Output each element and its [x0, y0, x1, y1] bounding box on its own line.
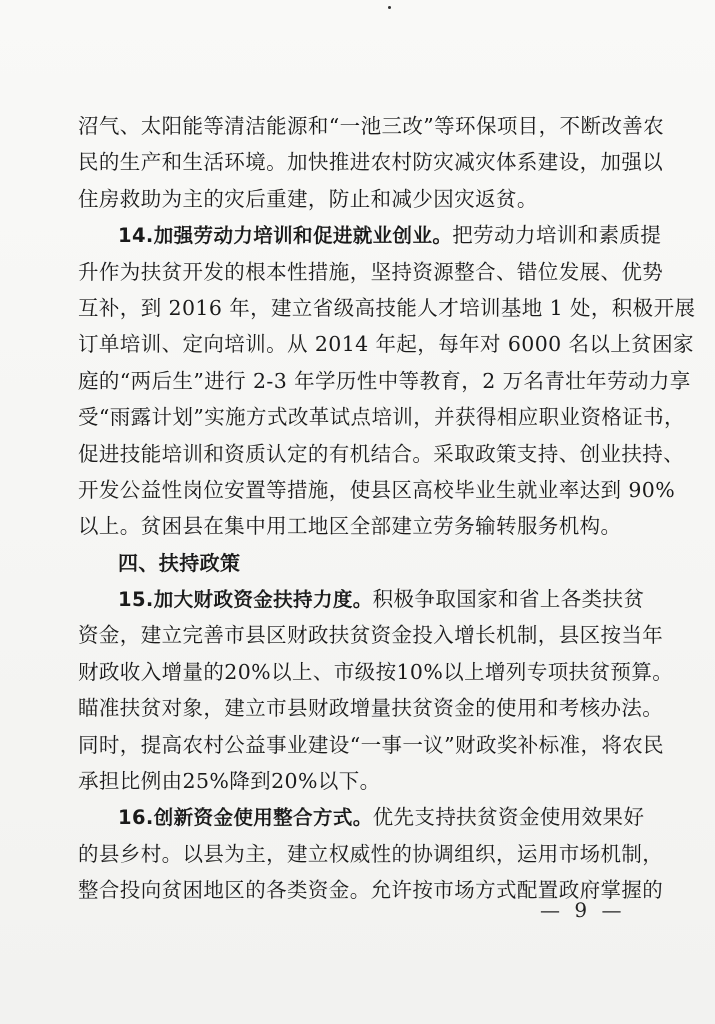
body-line: 促进技能培训和资质认定的有机结合。采取政策支持、创业扶持、 — [78, 441, 685, 466]
section-heading: 四、扶持政策 — [118, 550, 241, 575]
item-15-text: 积极争取国家和省上各类扶贫 — [372, 587, 645, 612]
item-14-text: 把劳动力培训和素质提 — [452, 223, 662, 248]
body-line: 沼气、太阳能等清洁能源和“一池三改”等环保项目，不断改善农 — [78, 114, 665, 138]
body-line: 住房救助为主的灾后重建，防止和减少因灾返贫。 — [78, 186, 538, 211]
item-16-title: 16.创新资金使用整合方式。 — [118, 806, 373, 830]
body-line: 同时，提高农村公益事业建设“一事一议”财政奖补标准，将农民 — [78, 732, 665, 757]
item-14-first-line — [78, 217, 662, 253]
body-line: 庭的“两后生”进行 2-3 年学历性中等教育，2 万名青壮年劳动力享 — [78, 368, 691, 393]
body-line: 的县乡村。以县为主，建立权威性的协调组织，运用市场机制， — [78, 841, 664, 866]
scan-mark — [388, 6, 391, 9]
body-line: 开发公益性岗位安置等措施，使县区高校毕业生就业率达到 90% — [78, 477, 676, 502]
page-number: — 9 — — [540, 898, 626, 922]
item-16-first-line — [78, 799, 645, 835]
item-15-first-line — [78, 581, 645, 617]
item-14-title: 14.加强劳动力培训和促进就业创业。 — [118, 224, 453, 248]
body-line: 受“雨露计划”实施方式改革试点培训，并获得相应职业资格证书， — [78, 405, 685, 430]
body-line: 承担比例由25%降到20%以下。 — [78, 769, 381, 794]
body-line: 财政收入增量的20%以上、市级按10%以上增列专项扶贫预算。 — [78, 659, 674, 684]
item-15-title: 15.加大财政资金扶持力度。 — [118, 588, 373, 612]
body-line: 民的生产和生活环境。加快推进农村防灾减灾体系建设，加强以 — [78, 150, 664, 175]
body-line: 整合投向贫困地区的各类资金。允许按市场方式配置政府掌握的 — [78, 878, 664, 903]
body-line: 瞄准扶贫对象，建立市县财政增量扶贫资金的使用和考核办法。 — [78, 696, 664, 721]
document-body — [78, 108, 696, 909]
item-16-text: 优先支持扶贫资金使用效果好 — [372, 805, 645, 830]
body-line: 升作为扶贫开发的根本性措施，坚持资源整合、错位发展、优势 — [78, 259, 664, 284]
body-line: 以上。贫困县在集中用工地区全部建立劳务输转服务机构。 — [78, 514, 622, 539]
body-line: 订单培训、定向培训。从 2014 年起，每年对 6000 名以上贫困家 — [78, 332, 694, 357]
body-line: 互补，到 2016 年，建立省级高技能人才培训基地 1 处，积极开展 — [78, 295, 696, 320]
body-line: 资金，建立完善市县区财政扶贫资金投入增长机制，县区按当年 — [78, 623, 664, 648]
